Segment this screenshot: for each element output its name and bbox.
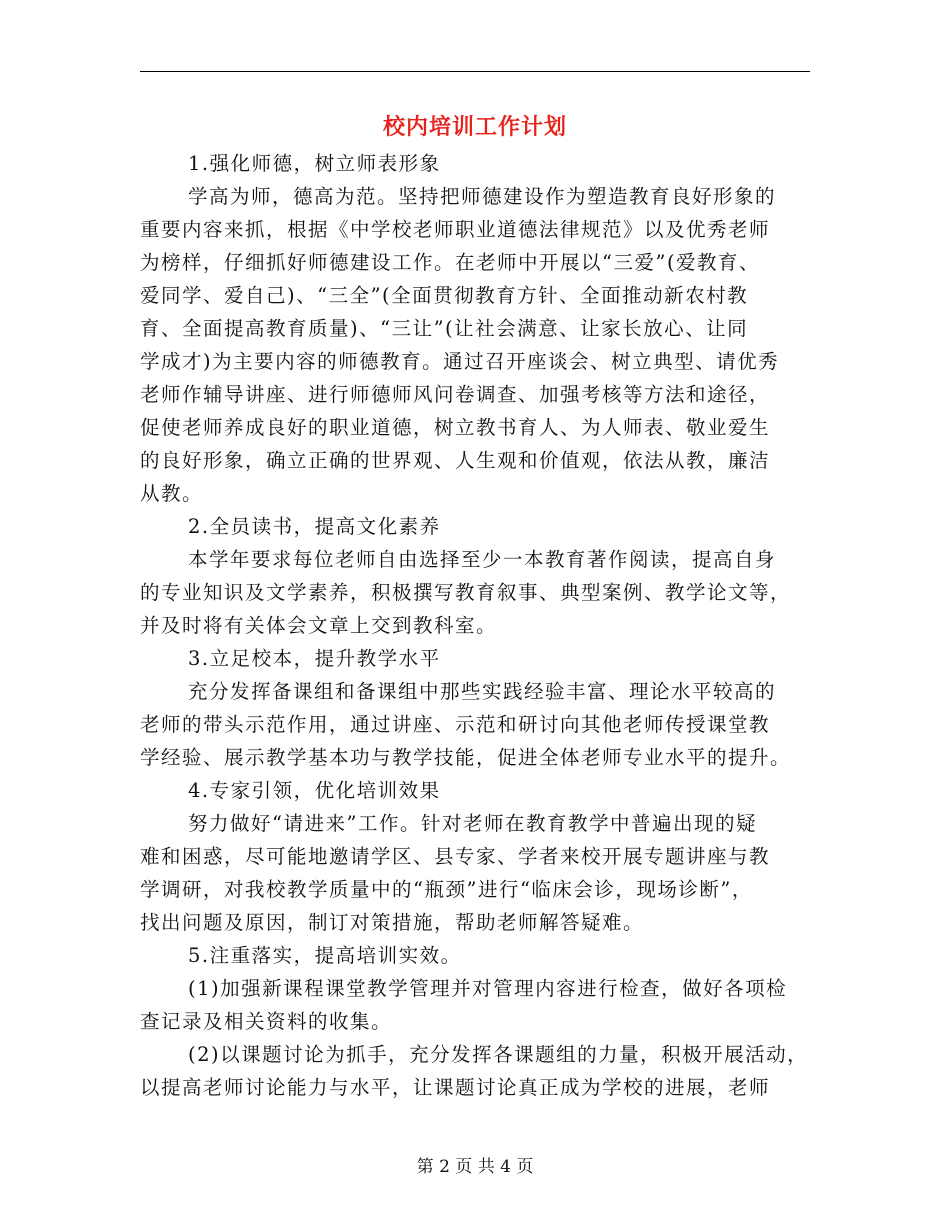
paragraph-line: 老师的带头示范作用，通过讲座、示范和研讨向其他老师传授课堂教 (140, 713, 771, 736)
paragraph-line: 学高为师，德高为范。坚持把师德建设作为塑造教育良好形象的 (188, 185, 777, 208)
section-heading-5: 5.注重落实，提高培训实效。 (188, 944, 462, 967)
paragraph-line: 育、全面提高教育质量)、“三让”(让社会满意、让家长放心、让同 (140, 317, 749, 340)
section-heading-1: 1.强化师德，树立师表形象 (188, 152, 441, 175)
paragraph-line: 重要内容来抓，根据《中学校老师职业道德法律规范》以及优秀老师 (140, 218, 771, 241)
paragraph-line: (2)以课题讨论为抓手，充分发挥各课题组的力量，积极开展活动， (188, 1043, 809, 1066)
paragraph-line: 难和困惑，尽可能地邀请学区、县专家、学者来校开展专题讲座与教 (140, 845, 771, 868)
paragraph-line: 查记录及相关资料的收集。 (140, 1010, 393, 1033)
section-heading-3: 3.立足校本，提升教学水平 (188, 647, 441, 670)
section-heading-2: 2.全员读书，提高文化素养 (188, 515, 441, 538)
paragraph-line: 充分发挥备课组和备课组中那些实践经验丰富、理论水平较高的 (188, 680, 777, 703)
page-number-footer: 第 2 页 共 4 页 (416, 1157, 534, 1177)
paragraph-line: 促使老师养成良好的职业道德，树立教书育人、为人师表、敬业爱生 (140, 416, 771, 439)
paragraph-line: 本学年要求每位老师自由选择至少一本教育著作阅读，提高自身 (188, 548, 777, 571)
paragraph-line: 学调研，对我校教学质量中的“瓶颈”进行“临床会诊，现场诊断”， (140, 878, 753, 901)
header-rule (140, 71, 810, 72)
paragraph-line: 为榜样，仔细抓好师德建设工作。在老师中开展以“三爱”(爱教育、 (140, 251, 761, 274)
paragraph-line: 找出问题及原因，制订对策措施，帮助老师解答疑难。 (140, 911, 645, 934)
paragraph-line: 的专业知识及文学素养，积极撰写教育叙事、典型案例、教学论文等， (140, 581, 792, 604)
paragraph-line: 以提高老师讨论能力与水平，让课题讨论真正成为学校的进展，老师 (140, 1076, 771, 1099)
paragraph-line: 老师作辅导讲座、进行师德师风问卷调查、加强考核等方法和途径， (140, 383, 771, 406)
paragraph-line: 的良好形象，确立正确的世界观、人生观和价值观，依法从教，廉洁 (140, 449, 771, 472)
paragraph-line: 爱同学、爱自己)、“三全”(全面贯彻教育方针、全面推动新农村教 (140, 284, 749, 307)
paragraph-line: 学成才)为主要内容的师德教育。通过召开座谈会、树立典型、请优秀 (140, 350, 780, 373)
document-title: 校内培训工作计划 (382, 114, 567, 140)
paragraph-line: 学经验、展示教学基本功与教学技能，促进全体老师专业水平的提升。 (140, 746, 792, 769)
paragraph-line: 努力做好“请进来”工作。针对老师在教育教学中普遍出现的疑 (188, 812, 757, 835)
paragraph-line: (1)加强新课程课堂教学管理并对管理内容进行检查，做好各项检 (188, 977, 788, 1000)
paragraph-line: 并及时将有关体会文章上交到教科室。 (140, 614, 498, 637)
section-heading-4: 4.专家引领，优化培训效果 (188, 779, 441, 802)
paragraph-line: 从教。 (140, 482, 204, 505)
